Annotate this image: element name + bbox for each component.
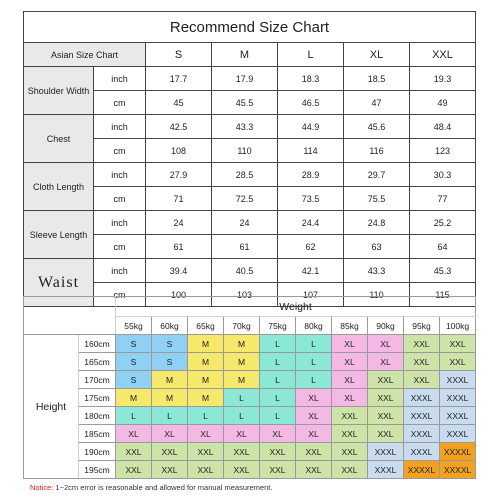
size-cell: L (296, 335, 332, 353)
size-cell: XXL (224, 461, 260, 479)
measurement-row (24, 115, 476, 139)
measurement-value: 73.5 (278, 187, 344, 211)
size-cell: M (188, 371, 224, 389)
size-header: XL (344, 43, 410, 67)
measurement-value: 64 (410, 235, 476, 259)
size-cell: M (188, 353, 224, 371)
height-value: 195cm (79, 461, 116, 479)
measurement-value: 24 (212, 211, 278, 235)
weight-header: 85kg (332, 317, 368, 335)
measurement-name: Chest (24, 115, 94, 163)
size-cell: XXL (404, 335, 440, 353)
size-cell: XXXXL (440, 443, 476, 461)
size-cell: XL (368, 335, 404, 353)
weight-header: 55kg (116, 317, 152, 335)
measurement-value: 17.7 (146, 67, 212, 91)
size-cell: XL (332, 389, 368, 407)
measurement-row (24, 67, 476, 91)
height-row (24, 407, 476, 425)
measurement-value: 45.3 (410, 259, 476, 283)
size-chart-title: Recommend Size Chart (24, 12, 476, 43)
measurement-value: 18.5 (344, 67, 410, 91)
size-header: L (278, 43, 344, 67)
height-row (24, 371, 476, 389)
measurement-value: 114 (278, 139, 344, 163)
measurement-value: 110 (344, 283, 410, 307)
size-cell: XXL (224, 443, 260, 461)
notice-body: 1~2cm error is reasonable and allowed for manual measurement. (53, 483, 273, 492)
size-cell: XXXXL (440, 461, 476, 479)
size-cell: XL (332, 371, 368, 389)
measurement-value: 43.3 (344, 259, 410, 283)
size-cell: S (116, 335, 152, 353)
measurement-value: 40.5 (212, 259, 278, 283)
measurement-value: 49 (410, 91, 476, 115)
measurement-value: 46.5 (278, 91, 344, 115)
measurement-name: Cloth Length (24, 163, 94, 211)
measurement-name: Waist (24, 259, 94, 307)
size-cell: M (224, 335, 260, 353)
size-cell: L (152, 407, 188, 425)
size-cell: L (224, 389, 260, 407)
size-cell: XL (188, 425, 224, 443)
measurement-value: 61 (212, 235, 278, 259)
size-cell: M (152, 371, 188, 389)
measurement-value: 108 (146, 139, 212, 163)
size-cell: XXXL (404, 443, 440, 461)
size-cell: L (260, 389, 296, 407)
measurement-value: 77 (410, 187, 476, 211)
corner-blank (24, 297, 116, 335)
unit-label: cm (94, 187, 146, 211)
size-cell: XXL (296, 461, 332, 479)
height-value: 185cm (79, 425, 116, 443)
measurement-value: 115 (410, 283, 476, 307)
measurement-row (24, 259, 476, 283)
unit-label: inch (94, 163, 146, 187)
size-cell: L (260, 335, 296, 353)
size-cell: L (296, 353, 332, 371)
height-row (24, 389, 476, 407)
measurement-name: Shoulder Width (24, 67, 94, 115)
size-cell: XXL (368, 425, 404, 443)
size-cell: XL (368, 353, 404, 371)
weight-label: Weight (116, 297, 476, 317)
size-cell: XXL (332, 443, 368, 461)
size-cell: XL (296, 407, 332, 425)
measurement-value: 123 (410, 139, 476, 163)
size-cell: XXL (332, 407, 368, 425)
measurement-value: 28.9 (278, 163, 344, 187)
measurement-value: 39.4 (146, 259, 212, 283)
size-cell: M (224, 353, 260, 371)
size-cell: M (152, 389, 188, 407)
corner-label: Asian Size Chart (24, 43, 146, 67)
measurement-value: 100 (146, 283, 212, 307)
measurement-value: 45.5 (212, 91, 278, 115)
measurement-value: 62 (278, 235, 344, 259)
size-cell: XXL (404, 353, 440, 371)
size-cell: XL (152, 425, 188, 443)
size-cell: XXL (152, 461, 188, 479)
measurement-value: 42.1 (278, 259, 344, 283)
measurement-value: 19.3 (410, 67, 476, 91)
measurement-row (24, 211, 476, 235)
measurement-value: 25.2 (410, 211, 476, 235)
size-cell: XXXL (404, 389, 440, 407)
height-row (24, 443, 476, 461)
size-cell: XL (332, 335, 368, 353)
measurement-value: 75.5 (344, 187, 410, 211)
measurement-value: 103 (212, 283, 278, 307)
size-cell: XXL (404, 371, 440, 389)
size-cell: XXL (188, 461, 224, 479)
size-cell: S (152, 353, 188, 371)
size-cell: M (188, 389, 224, 407)
size-cell: XXL (368, 407, 404, 425)
size-cell: XXL (188, 443, 224, 461)
size-cell: XXL (332, 425, 368, 443)
measurement-name: Sleeve Length (24, 211, 94, 259)
measurement-value: 18.3 (278, 67, 344, 91)
height-row (24, 461, 476, 479)
measurement-value: 107 (278, 283, 344, 307)
height-row (24, 353, 476, 371)
measurement-value: 110 (212, 139, 278, 163)
weight-header: 75kg (260, 317, 296, 335)
unit-label: cm (94, 139, 146, 163)
size-cell: M (188, 335, 224, 353)
size-cell: XL (296, 425, 332, 443)
size-cell: XL (224, 425, 260, 443)
size-cell: L (260, 371, 296, 389)
unit-label: inch (94, 115, 146, 139)
size-header: S (146, 43, 212, 67)
height-value: 165cm (79, 353, 116, 371)
unit-label: inch (94, 67, 146, 91)
size-cell: XXL (116, 443, 152, 461)
measurement-value: 24 (146, 211, 212, 235)
height-value: 175cm (79, 389, 116, 407)
notice-label: Notice: (30, 483, 54, 492)
measurement-value: 47 (344, 91, 410, 115)
weight-height-chart (23, 296, 476, 479)
size-cell: S (152, 335, 188, 353)
size-cell: XXXL (368, 443, 404, 461)
size-header: XXL (410, 43, 476, 67)
measurement-value: 24.4 (278, 211, 344, 235)
measurement-value: 42.5 (146, 115, 212, 139)
size-cell: XXXXL (404, 461, 440, 479)
size-cell: XXXL (404, 425, 440, 443)
height-row (24, 335, 476, 353)
height-row (24, 425, 476, 443)
size-cell: L (188, 407, 224, 425)
size-cell: L (260, 407, 296, 425)
size-cell: XXL (260, 461, 296, 479)
measurement-value: 116 (344, 139, 410, 163)
size-cell: XXL (440, 335, 476, 353)
size-cell: XL (116, 425, 152, 443)
unit-label: cm (94, 235, 146, 259)
size-cell: L (260, 353, 296, 371)
size-cell: XXL (368, 371, 404, 389)
size-cell: XL (296, 389, 332, 407)
weight-header: 65kg (188, 317, 224, 335)
measurement-value: 71 (146, 187, 212, 211)
height-label: Height (24, 335, 79, 479)
measurement-value: 28.5 (212, 163, 278, 187)
measurement-value: 30.3 (410, 163, 476, 187)
notice-text (30, 483, 272, 492)
unit-label: cm (94, 283, 146, 307)
size-cell: M (224, 371, 260, 389)
height-value: 160cm (79, 335, 116, 353)
size-cell: XXXL (404, 407, 440, 425)
weight-header: 70kg (224, 317, 260, 335)
size-cell: XXXL (440, 425, 476, 443)
size-cell: L (296, 371, 332, 389)
measurement-row (24, 163, 476, 187)
height-value: 180cm (79, 407, 116, 425)
size-cell: XXL (296, 443, 332, 461)
weight-header: 95kg (404, 317, 440, 335)
size-cell: L (116, 407, 152, 425)
size-cell: XXXL (440, 371, 476, 389)
unit-label: inch (94, 211, 146, 235)
size-cell: M (116, 389, 152, 407)
unit-label: inch (94, 259, 146, 283)
size-cell: XXL (332, 461, 368, 479)
size-cell: XXL (152, 443, 188, 461)
size-cell: XXL (116, 461, 152, 479)
size-cell: XXXL (440, 389, 476, 407)
size-cell: XXXL (368, 461, 404, 479)
weight-header: 90kg (368, 317, 404, 335)
size-chart-table (23, 11, 476, 307)
measurement-value: 72.5 (212, 187, 278, 211)
measurement-value: 48.4 (410, 115, 476, 139)
weight-header: 60kg (152, 317, 188, 335)
measurement-value: 45.6 (344, 115, 410, 139)
size-cell: XL (332, 353, 368, 371)
size-cell: L (224, 407, 260, 425)
measurement-value: 44.9 (278, 115, 344, 139)
size-cell: XXL (440, 353, 476, 371)
measurement-value: 27.9 (146, 163, 212, 187)
height-value: 190cm (79, 443, 116, 461)
measurement-value: 61 (146, 235, 212, 259)
measurement-value: 24.8 (344, 211, 410, 235)
measurement-value: 43.3 (212, 115, 278, 139)
measurement-value: 29.7 (344, 163, 410, 187)
measurement-value: 63 (344, 235, 410, 259)
weight-header: 100kg (440, 317, 476, 335)
weight-header: 80kg (296, 317, 332, 335)
size-cell: S (116, 371, 152, 389)
size-cell: XXL (368, 389, 404, 407)
unit-label: cm (94, 91, 146, 115)
size-header: M (212, 43, 278, 67)
size-cell: XXL (260, 443, 296, 461)
measurement-value: 17.9 (212, 67, 278, 91)
size-cell: S (116, 353, 152, 371)
size-cell: XXXL (440, 407, 476, 425)
measurement-value: 45 (146, 91, 212, 115)
height-value: 170cm (79, 371, 116, 389)
size-cell: XL (260, 425, 296, 443)
